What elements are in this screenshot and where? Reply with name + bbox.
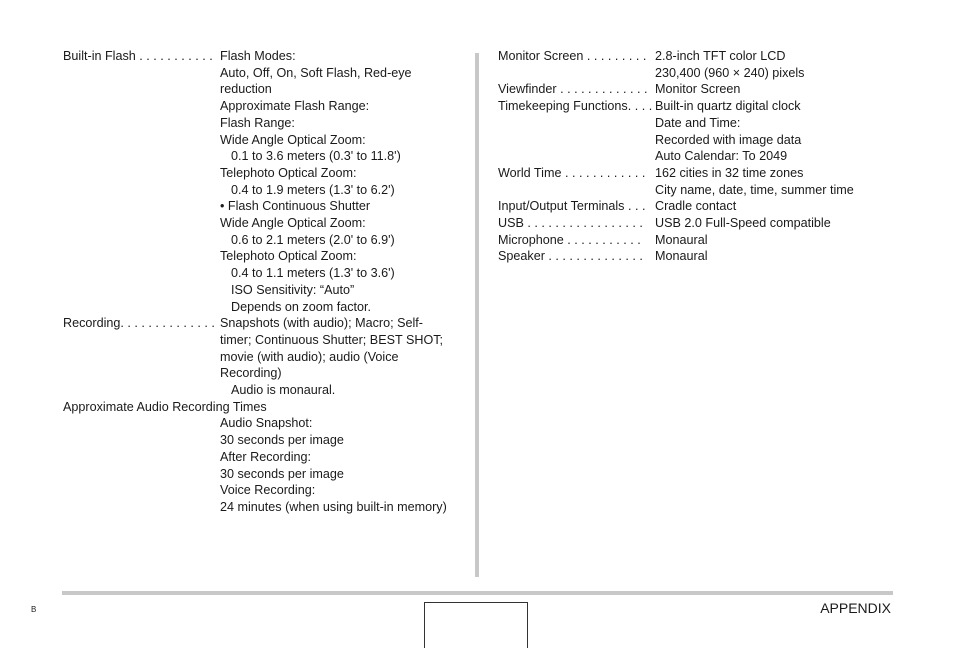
page-number-box [424,602,528,648]
spec-value: 24 minutes (when using built-in memory) [220,499,447,514]
spec-value: 0.1 to 3.6 meters (0.3' to 11.8') [231,149,401,164]
spec-value: Monaural [655,232,708,247]
spec-label: Approximate Audio Recording Times [63,399,267,414]
spec-value: Date and Time: [655,115,741,130]
spec-value: 0.4 to 1.9 meters (1.3' to 6.2') [231,182,395,197]
spec-value: • Flash Continuous Shutter [220,199,371,214]
spec-value: 30 seconds per image [220,433,344,448]
spec-value: 0.6 to 2.1 meters (2.0' to 6.9') [231,232,395,247]
spec-value: City name, date, time, summer time [655,182,854,197]
spec-value: Snapshots (with audio); Macro; Self- [220,316,423,331]
spec-value: Monitor Screen [655,82,741,97]
spec-label: Timekeeping Functions. . . . [498,99,653,114]
spec-value: Cradle contact [655,199,737,214]
spec-value: Telephoto Optical Zoom: [220,249,357,264]
spec-value: Depends on zoom factor. [231,299,372,314]
column-divider [475,53,479,577]
spec-value: Voice Recording: [220,483,316,498]
spec-value: Telephoto Optical Zoom: [220,165,357,180]
spec-value: movie (with audio); audio (Voice [220,349,399,364]
spec-value: Auto Calendar: To 2049 [655,149,788,164]
spec-value: Approximate Flash Range: [220,99,370,114]
spec-value: Recording) [220,366,282,381]
spec-value: 0.4 to 1.1 meters (1.3' to 3.6') [231,266,395,281]
spec-value: After Recording: [220,449,311,464]
spec-value: Wide Angle Optical Zoom: [220,132,366,147]
spec-label: Built-in Flash . . . . . . . . . . . [63,49,213,63]
spec-label: Input/Output Terminals . . . [498,199,646,214]
spec-value: Flash Modes: [220,49,296,63]
spec-value: 162 cities in 32 time zones [655,165,804,180]
spec-label: Viewfinder . . . . . . . . . . . . . [498,82,648,97]
spec-value: Built-in quartz digital clock [655,99,801,114]
spec-value: Flash Range: [220,115,295,130]
spec-value: USB 2.0 Full-Speed compatible [655,216,831,230]
spec-label: Recording. . . . . . . . . . . . . . [63,316,215,331]
spec-label: USB . . . . . . . . . . . . . . . . . [498,216,643,230]
spec-value: Monaural [655,249,708,264]
spec-value: Recorded with image data [655,132,802,147]
section-title: APPENDIX [820,600,891,616]
spec-label: Monitor Screen . . . . . . . . . [498,49,647,63]
spec-value: reduction [220,82,272,97]
spec-label: Microphone . . . . . . . . . . . [498,232,641,247]
spec-value: Auto, Off, On, Soft Flash, Red-eye [220,65,412,80]
spec-value: Wide Angle Optical Zoom: [220,216,366,230]
spec-value: timer; Continuous Shutter; BEST SHOT; [220,332,444,347]
spec-value: Audio is monaural. [231,383,336,397]
footer-rule [62,591,893,595]
spec-value: ISO Sensitivity: “Auto” [231,282,355,297]
spec-value: 2.8-inch TFT color LCD [655,49,786,63]
spec-value: 230,400 (960 × 240) pixels [655,65,805,80]
spec-label: Speaker . . . . . . . . . . . . . . [498,249,643,264]
spec-label: World Time . . . . . . . . . . . . [498,165,646,180]
spec-value: 30 seconds per image [220,466,344,481]
footer-mark: B [31,605,37,614]
spec-value: Audio Snapshot: [220,416,313,431]
